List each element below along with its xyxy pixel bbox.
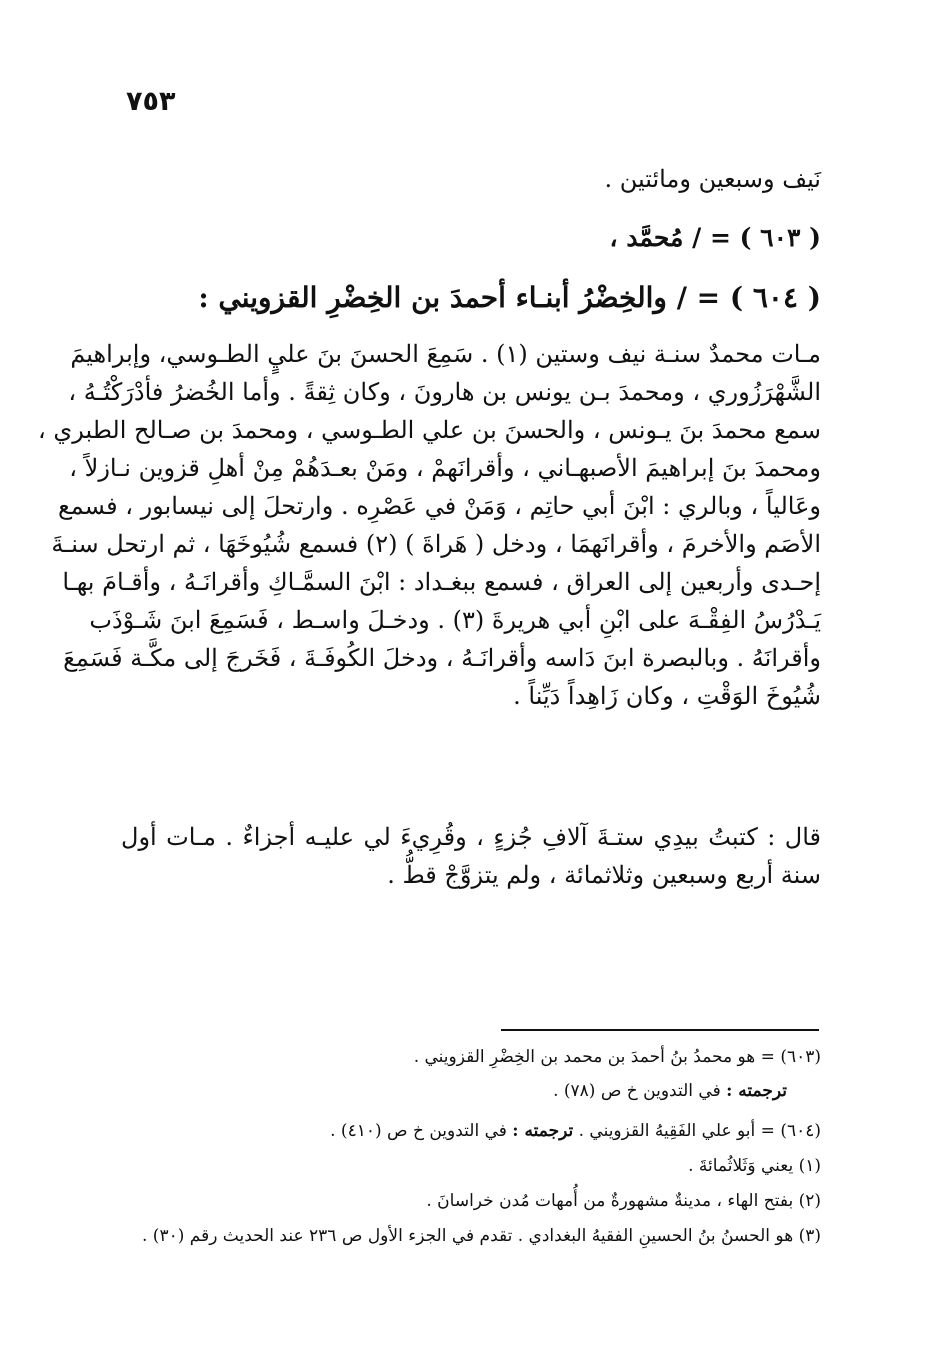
body-line: الأصَم والأخرمَ ، وأقرانَهمَا ، ودخل ( هَراةَ ) (٢) فسمع شُيُوخَهَا ، ثم ارتحل سنـةَ: [51, 530, 821, 558]
footnote-603-tarjama-label: ترجمته :: [726, 1081, 787, 1101]
footnote-2: (٢) بفتح الهاء ، مدينةٌ مشهورةٌ من أُمهات مُدن خراسانَ .: [426, 1191, 821, 1211]
entry-604-heading: ( ٦٠٤ ) = / والخِضْرُ أبنـاء أحمدَ بن الخِضْرِ القزويني :: [198, 281, 821, 314]
body-line: إحـدى وأربعين إلى العراق ، فسمع ببغـداد : ابْنَ السمَّـاكِ وأقرانَـهُ ، وأقـامَ بهـا: [62, 568, 821, 596]
continuation-text: [121, 160, 821, 198]
footnote-604: [121, 1116, 821, 1146]
body-line: سمع محمدَ بنَ يـونس ، والحسنَ بن علي الطـوسي ، ومحمدَ بن صـالح الطبري ،: [38, 416, 821, 444]
footnote-604-text: أبو علي الفَقِيهُ القزويني .: [578, 1121, 756, 1141]
body-line: ومحمدَ بنَ إبراهيمَ الأصبهـاني ، وأقرانَهمْ ، ومَنْ بعـدَهُمْ مِنْ أهلِ قزوين نـازلاً ،: [69, 454, 821, 482]
footnote-603-marker: (٦٠٣) =: [760, 1047, 821, 1067]
footnote-603: [121, 1042, 821, 1072]
body-line: وأقرانَهُ . وبالبصرة ابنَ دَاسه وأقرانَـهُ ، ودخلَ الكُوفَـةَ ، فَخَرجَ إلى مكَّـة فَسَمِعَ: [63, 644, 821, 672]
entry-604-body: [38, 335, 821, 715]
footnote-603-text: هو محمدُ بنُ أحمدَ بن محمد بن الخِضْرِ القزويني .: [413, 1047, 756, 1067]
entry-603: [121, 219, 821, 257]
footnote-604-marker: (٦٠٤) =: [760, 1121, 821, 1141]
body-line: سنة أربع وسبعين وثلاثمائة ، ولم يتزوَّجْ قطُّ .: [387, 861, 821, 889]
footnote-604-tarjama-label: ترجمته :: [512, 1121, 574, 1141]
footnote-1: (١) يعني وَثَلاثُمائةَ .: [688, 1156, 821, 1176]
footnote-3: (٣) هو الحسنُ بنُ الحسينِ الفقيهُ البغدادي . تقدم في الجزء الأول ص ٢٣٦ عند الحديث رقم (٣٠) .: [142, 1226, 821, 1246]
body-line: يَـدْرُسُ الفِقْـهَ على ابْنِ أبي هريرةَ (٣) . ودخـلَ واسـط ، فَسَمِعَ ابنَ شَـوْذَب: [89, 606, 821, 634]
footnote-604-tarjama-text: في التدوين خ ص (٤١٠) .: [330, 1121, 507, 1141]
body-line: مـات محمدٌ سنـة نيف وستين (١) . سَمِعَ الحسنَ بنَ عليٍ الطـوسي، وإبراهيمَ: [70, 340, 821, 368]
body-line: وعَالياً ، وبالري : ابْنَ أبي حاتِم ، وَمَنْ في عَصْرِه . وارتحلَ إلى نيسابور ، فسمع: [58, 492, 821, 520]
page-number: ٧٥٣: [126, 86, 176, 117]
body-line: قال : كتبتُ بيدِي ستـةَ آلافِ جُزءٍ ، وقُرِيءَ لي عليـه أجزاءٌ . مـات أول: [121, 823, 821, 851]
entry-604-heading-block: [121, 276, 821, 320]
continuation-line: نَيف وسبعين ومائتين .: [604, 165, 821, 193]
footnote-603-tarjama-text: في التدوين خ ص (٧٨) .: [553, 1081, 721, 1101]
paragraph-2: [121, 818, 821, 894]
footnote-603-tarjama: [87, 1076, 821, 1106]
entry-603-heading: ( ٦٠٣ ) = / مُحمَّد ،: [609, 223, 821, 252]
body-line: شُيُوخَ الوَقْتِ ، وكان زَاهِداً دَيِّناً .: [513, 682, 821, 710]
footnote-separator: [501, 1029, 819, 1031]
body-line: الشَّهْرَزُوري ، ومحمدَ بـن يونس بن هارونَ ، وكان ثِقةً . وأما الخُضرُ فأدْرَكْتُـهُ ،: [68, 378, 821, 406]
